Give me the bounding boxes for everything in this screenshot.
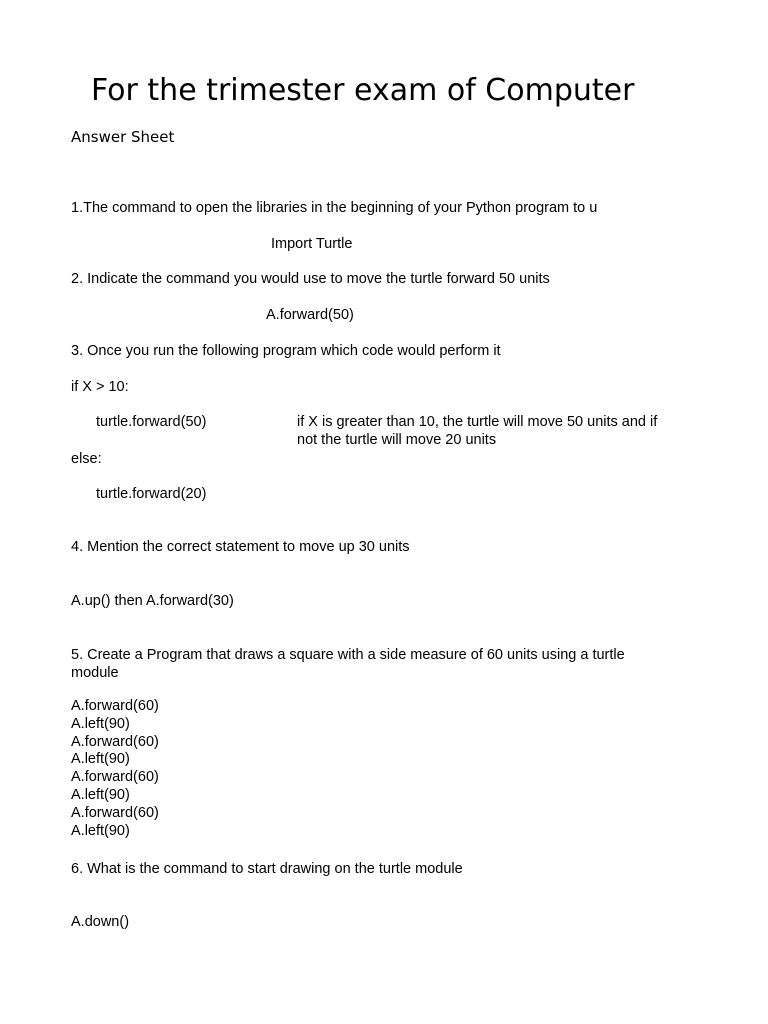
question-6: 6. What is the command to start drawing on the turtle module: [71, 861, 463, 877]
answer-6: A.down(): [71, 914, 130, 930]
answer-2: A.forward(50): [266, 307, 354, 323]
code-line: A.forward(60): [71, 733, 159, 750]
code-forward-50-line: turtle.forward(50): [96, 414, 207, 430]
answer-5-code-block: [71, 698, 159, 840]
code-forward-20-line: turtle.forward(20): [96, 486, 207, 502]
code-line: A.forward(60): [71, 769, 159, 786]
code-else-line: else:: [71, 451, 102, 467]
question-2: 2. Indicate the command you would use to move the turtle forward 50 units: [71, 271, 550, 287]
answer-3: if X is greater than 10, the turtle will move 50 units and if not the turtle will move 20 units: [297, 414, 658, 448]
answer-1: Import Turtle: [271, 236, 353, 252]
question-5: 5. Create a Program that draws a square with a side measure of 60 units using a turtle module: [71, 647, 625, 681]
code-line: A.left(90): [71, 715, 130, 732]
document-title: For the trimester exam of Computer: [91, 73, 635, 108]
question-3: 3. Once you run the following program which code would perform it: [71, 343, 501, 359]
code-line: A.forward(60): [71, 698, 159, 714]
code-line: A.left(90): [71, 786, 130, 803]
code-line: A.left(90): [71, 822, 130, 839]
code-line: A.forward(60): [71, 804, 159, 821]
answer-4: A.up() then A.forward(30): [71, 593, 234, 609]
document-subtitle: Answer Sheet: [71, 128, 175, 146]
question-4: 4. Mention the correct statement to move up 30 units: [71, 539, 410, 555]
code-line: A.left(90): [71, 751, 130, 768]
code-if-line: if X > 10:: [71, 379, 129, 395]
question-1: 1.The command to open the libraries in the beginning of your Python program to u: [71, 200, 598, 216]
